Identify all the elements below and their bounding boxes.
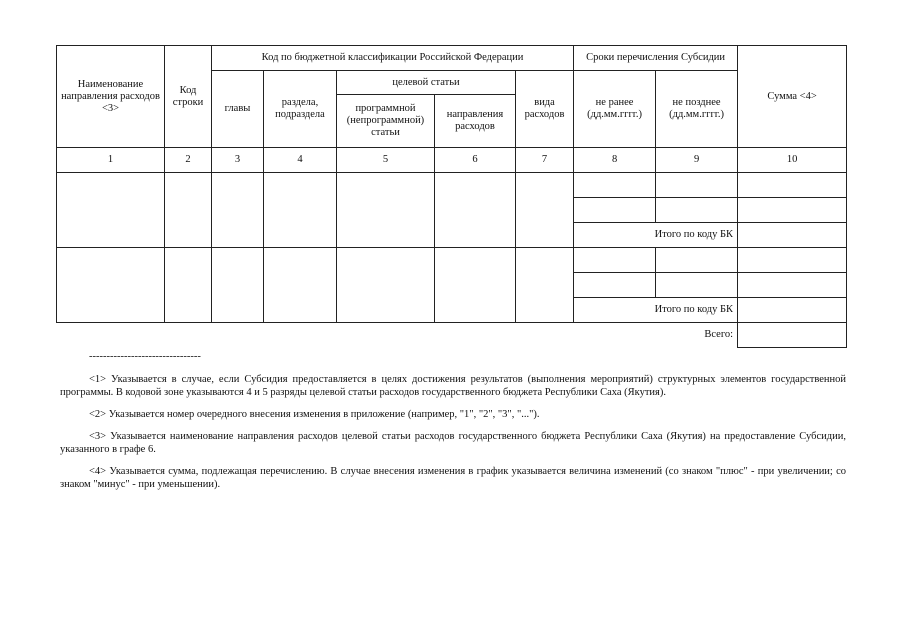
header-section: раздела, подраздела bbox=[264, 71, 337, 148]
footnote-1: <1> Указывается в случае, если Субсидия предоставляется в целях достижения результатов (выполнения мероприятий) структурных элементов государственной программы. В кодовой зоне указываются 4 и 5 разряды целевой статьи расходов государственного бюджета Республики Саха (Якутия). bbox=[60, 374, 846, 398]
table-cell bbox=[656, 273, 738, 298]
table-cell bbox=[264, 248, 337, 323]
column-number: 4 bbox=[264, 148, 337, 173]
header-not-later: не позднее (дд.мм.гггг.) bbox=[656, 71, 738, 148]
column-number: 8 bbox=[574, 148, 656, 173]
table-cell bbox=[264, 173, 337, 248]
table-cell bbox=[738, 198, 847, 223]
header-code-row: Код строки bbox=[165, 46, 212, 148]
header-sum: Сумма <4> bbox=[738, 46, 847, 148]
footnote-4: <4> Указывается сумма, подлежащая перечислению. В случае внесения изменения в график указывается величина изменений (со знаком "плюс" - при увеличении; со знаком "минус" - при уменьшении). bbox=[60, 466, 846, 490]
header-target-article: целевой статьи bbox=[337, 71, 516, 95]
table-cell bbox=[435, 173, 516, 248]
table-cell bbox=[337, 248, 435, 323]
column-number: 2 bbox=[165, 148, 212, 173]
table-cell bbox=[57, 248, 165, 323]
table-cell bbox=[337, 173, 435, 248]
table-cell bbox=[656, 248, 738, 273]
header-direction: направления расходов bbox=[435, 95, 516, 148]
table-cell bbox=[738, 248, 847, 273]
table-cell bbox=[516, 173, 574, 248]
footnote-3: <3> Указывается наименование направления расходов целевой статьи расходов государственного бюджета Республики Саха (Якутия) на предоставление Субсидии, указанного в графе 6. bbox=[60, 431, 846, 455]
column-number: 6 bbox=[435, 148, 516, 173]
column-number: 1 bbox=[57, 148, 165, 173]
header-program-article: программной (непрограммной) статьи bbox=[337, 95, 435, 148]
column-number: 10 bbox=[738, 148, 847, 173]
table-cell bbox=[656, 173, 738, 198]
header-chapter: главы bbox=[212, 71, 264, 148]
table-cell bbox=[165, 248, 212, 323]
header-expense-type: вида расходов bbox=[516, 71, 574, 148]
table-cell bbox=[574, 273, 656, 298]
subtotal-value bbox=[738, 298, 847, 323]
table-cell bbox=[738, 273, 847, 298]
table-cell bbox=[212, 248, 264, 323]
header-name: Наименование направления расходов <3> bbox=[57, 46, 165, 148]
header-budget-classification: Код по бюджетной классификации Российской Федерации bbox=[212, 46, 574, 71]
footnote-2: <2> Указывается номер очередного внесения изменения в приложение (например, "1", "2", "3", "..."). bbox=[89, 409, 540, 420]
total-value bbox=[738, 323, 847, 348]
header-deadlines: Сроки перечисления Субсидии bbox=[574, 46, 738, 71]
table-cell bbox=[738, 173, 847, 198]
table-cell bbox=[165, 173, 212, 248]
subsidy-schedule-table bbox=[56, 45, 847, 348]
table-cell bbox=[574, 198, 656, 223]
footnotes bbox=[60, 350, 846, 500]
column-number: 7 bbox=[516, 148, 574, 173]
table-cell bbox=[435, 248, 516, 323]
table-cell bbox=[574, 248, 656, 273]
table-cell bbox=[516, 248, 574, 323]
table-cell bbox=[656, 198, 738, 223]
total-label: Всего: bbox=[57, 323, 738, 348]
subtotal-value bbox=[738, 223, 847, 248]
footnote-separator: -------------------------------- bbox=[89, 351, 201, 362]
subtotal-label: Итого по коду БК bbox=[574, 298, 738, 323]
column-number: 5 bbox=[337, 148, 435, 173]
table-cell bbox=[57, 173, 165, 248]
header-not-earlier: не ранее (дд.мм.гггг.) bbox=[574, 71, 656, 148]
table-cell bbox=[212, 173, 264, 248]
subtotal-label: Итого по коду БК bbox=[574, 223, 738, 248]
table-cell bbox=[574, 173, 656, 198]
column-number: 9 bbox=[656, 148, 738, 173]
column-number: 3 bbox=[212, 148, 264, 173]
